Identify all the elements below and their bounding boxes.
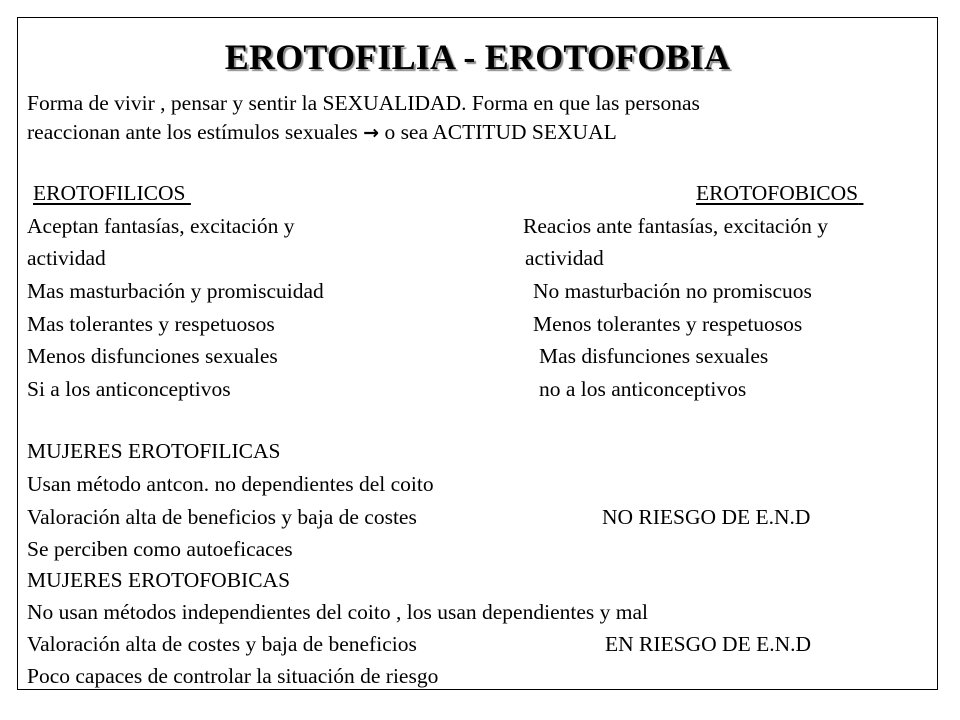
intro-line-2	[27, 120, 617, 145]
erotophobic-women-line-2: Valoración alta de costes y baja de beneficios	[27, 632, 417, 656]
intro-line-2-start: reaccionan ante los estímulos sexuales	[27, 120, 364, 144]
erotophilic-women-line-2: Valoración alta de beneficios y baja de costes	[27, 505, 417, 529]
left-item-6: Si a los anticonceptivos	[27, 377, 231, 401]
erotophilic-header-label: EROTOFILICOS	[33, 181, 186, 205]
right-item-1: Reacios ante fantasías, excitación y	[523, 214, 829, 238]
slide-title: EROTOFILIA - EROTOFOBIA	[224, 37, 731, 77]
left-item-1: Aceptan fantasías, excitación y	[27, 214, 295, 238]
right-item-6: no a los anticonceptivos	[539, 377, 747, 401]
erotophilic-women-line-1: Usan método antcon. no dependientes del coito	[27, 472, 434, 496]
erotophobic-women-line-1: No usan métodos independientes del coito , los usan dependientes y mal	[27, 600, 648, 624]
erotophilic-women-heading: MUJERES EROTOFILICAS	[27, 439, 281, 463]
intro-line-1: Forma de vivir , pensar y sentir la SEXUALIDAD. Forma en que las personas	[27, 91, 700, 115]
erotophobic-women-heading: MUJERES EROTOFOBICAS	[27, 568, 291, 592]
erotophobic-header-label: EROTOFOBICOS	[696, 181, 859, 205]
right-item-3: No masturbación no promiscuos	[533, 279, 812, 303]
left-item-5: Menos disfunciones sexuales	[27, 344, 278, 368]
right-item-2: actividad	[525, 246, 604, 270]
no-risk-label: NO RIESGO DE E.N.D	[602, 505, 811, 529]
intro-line-2-end: o sea ACTITUD SEXUAL	[379, 120, 617, 144]
right-item-4: Menos tolerantes y respetuosos	[533, 312, 803, 336]
right-arrow-icon: →	[363, 122, 380, 144]
header-underline-tail	[858, 181, 863, 205]
erotophobic-header	[696, 181, 863, 205]
header-underline-gap	[186, 181, 238, 205]
left-item-3: Mas masturbación y promiscuidad	[27, 279, 324, 303]
left-item-2: actividad	[27, 246, 106, 270]
left-item-4: Mas tolerantes y respetuosos	[27, 312, 275, 336]
right-item-5: Mas disfunciones sexuales	[539, 344, 769, 368]
erotophilic-header	[33, 181, 238, 205]
erotophilic-women-line-3: Se perciben como autoeficaces	[27, 537, 293, 561]
erotophobic-women-line-3: Poco capaces de controlar la situación de riesgo	[27, 664, 439, 688]
at-risk-label: EN RIESGO DE E.N.D	[605, 632, 812, 656]
